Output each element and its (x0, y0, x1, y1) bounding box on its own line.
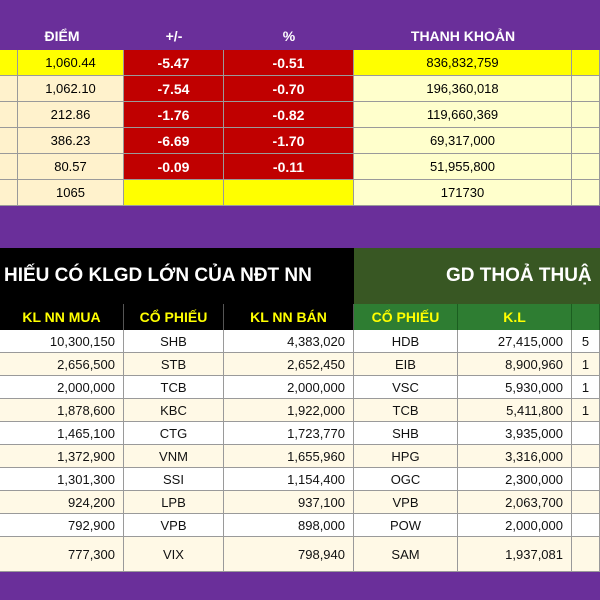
deal-stock: HDB (354, 330, 458, 353)
foreign-buy: 924,200 (0, 491, 124, 514)
deal-extra (572, 422, 600, 445)
foreign-sell: 1,655,960 (224, 445, 354, 468)
deal-extra: 1 (572, 353, 600, 376)
foreign-sell: 1,922,000 (224, 399, 354, 422)
index-change (124, 180, 224, 206)
index-percent (224, 180, 354, 206)
header-deal-extra (572, 304, 600, 330)
deal-title: GD THOẢ THUẬ (446, 265, 592, 286)
foreign-buy: 1,372,900 (0, 445, 124, 468)
deal-extra (572, 468, 600, 491)
deal-kl: 2,063,700 (458, 491, 572, 514)
deal-title-bar (354, 248, 600, 304)
deal-stock: EIB (354, 353, 458, 376)
deal-stock: OGC (354, 468, 458, 491)
foreign-buy: 777,300 (0, 537, 124, 572)
index-percent: -0.11 (224, 154, 354, 180)
index-diem: 212.86 (18, 102, 124, 128)
deal-kl: 3,935,000 (458, 422, 572, 445)
foreign-sell: 1,723,770 (224, 422, 354, 445)
header-change: +/- (124, 22, 224, 50)
index-row-stub (0, 128, 18, 154)
deal-stock: POW (354, 514, 458, 537)
deal-extra (572, 491, 600, 514)
index-diem: 80.57 (18, 154, 124, 180)
foreign-stock: CTG (124, 422, 224, 445)
index-percent: -0.51 (224, 50, 354, 76)
index-row-stub (0, 154, 18, 180)
deal-kl: 27,415,000 (458, 330, 572, 353)
index-row-stub (0, 76, 18, 102)
foreign-stock: LPB (124, 491, 224, 514)
foreign-buy: 10,300,150 (0, 330, 124, 353)
index-percent: -0.70 (224, 76, 354, 102)
foreign-title-bar (0, 248, 354, 304)
foreign-stock: KBC (124, 399, 224, 422)
deal-kl: 2,300,000 (458, 468, 572, 491)
foreign-buy: 792,900 (0, 514, 124, 537)
index-change: -5.47 (124, 50, 224, 76)
index-diem: 386.23 (18, 128, 124, 154)
deal-extra: 1 (572, 399, 600, 422)
index-change: -6.69 (124, 128, 224, 154)
foreign-sell: 4,383,020 (224, 330, 354, 353)
index-liquidity: 69,317,000 (354, 128, 572, 154)
deal-stock: SHB (354, 422, 458, 445)
deal-extra (572, 445, 600, 468)
deal-extra: 1 (572, 376, 600, 399)
foreign-sell: 2,000,000 (224, 376, 354, 399)
deal-extra (572, 537, 600, 572)
index-row-tail (572, 102, 600, 128)
foreign-sell: 798,940 (224, 537, 354, 572)
index-diem: 1065 (18, 180, 124, 206)
deal-stock: SAM (354, 537, 458, 572)
index-diem: 1,060.44 (18, 50, 124, 76)
foreign-stock: SSI (124, 468, 224, 491)
deal-kl: 1,937,081 (458, 537, 572, 572)
deal-stock: TCB (354, 399, 458, 422)
index-row-tail (572, 180, 600, 206)
foreign-title: HIẾU CÓ KLGD LỚN CỦA NĐT NN (4, 265, 312, 286)
foreign-buy: 2,656,500 (0, 353, 124, 376)
foreign-sell: 937,100 (224, 491, 354, 514)
foreign-sell: 898,000 (224, 514, 354, 537)
foreign-buy: 1,465,100 (0, 422, 124, 445)
deal-kl: 5,411,800 (458, 399, 572, 422)
index-change: -1.76 (124, 102, 224, 128)
header-diem: ĐIỂM (0, 22, 124, 50)
deal-extra (572, 514, 600, 537)
foreign-buy: 2,000,000 (0, 376, 124, 399)
deal-stock: VSC (354, 376, 458, 399)
index-liquidity: 196,360,018 (354, 76, 572, 102)
index-liquidity: 171730 (354, 180, 572, 206)
header-percent: % (224, 22, 354, 50)
index-row-stub (0, 50, 18, 76)
header-kl-nn-mua: KL NN MUA (0, 304, 124, 330)
index-row-tail (572, 50, 600, 76)
header-liquidity: THANH KHOẢN (354, 22, 572, 50)
index-percent: -0.82 (224, 102, 354, 128)
deal-extra: 5 (572, 330, 600, 353)
foreign-stock: VNM (124, 445, 224, 468)
index-row-stub (0, 180, 18, 206)
index-diem: 1,062.10 (18, 76, 124, 102)
index-change: -0.09 (124, 154, 224, 180)
header-deal-co-phieu: CỔ PHIẾU (354, 304, 458, 330)
deal-stock: VPB (354, 491, 458, 514)
index-change: -7.54 (124, 76, 224, 102)
foreign-sell: 2,652,450 (224, 353, 354, 376)
foreign-sell: 1,154,400 (224, 468, 354, 491)
foreign-stock: VIX (124, 537, 224, 572)
header-deal-kl: K.L (458, 304, 572, 330)
index-row-tail (572, 128, 600, 154)
foreign-buy: 1,301,300 (0, 468, 124, 491)
deal-kl: 3,316,000 (458, 445, 572, 468)
foreign-buy: 1,878,600 (0, 399, 124, 422)
foreign-stock: STB (124, 353, 224, 376)
foreign-stock: SHB (124, 330, 224, 353)
index-liquidity: 119,660,369 (354, 102, 572, 128)
index-row-stub (0, 102, 18, 128)
deal-kl: 2,000,000 (458, 514, 572, 537)
index-row-tail (572, 76, 600, 102)
foreign-stock: TCB (124, 376, 224, 399)
index-liquidity: 836,832,759 (354, 50, 572, 76)
deal-kl: 8,900,960 (458, 353, 572, 376)
index-row-tail (572, 154, 600, 180)
deal-kl: 5,930,000 (458, 376, 572, 399)
header-co-phieu: CỔ PHIẾU (124, 304, 224, 330)
deal-stock: HPG (354, 445, 458, 468)
header-kl-nn-ban: KL NN BÁN (224, 304, 354, 330)
foreign-stock: VPB (124, 514, 224, 537)
index-liquidity: 51,955,800 (354, 154, 572, 180)
index-percent: -1.70 (224, 128, 354, 154)
